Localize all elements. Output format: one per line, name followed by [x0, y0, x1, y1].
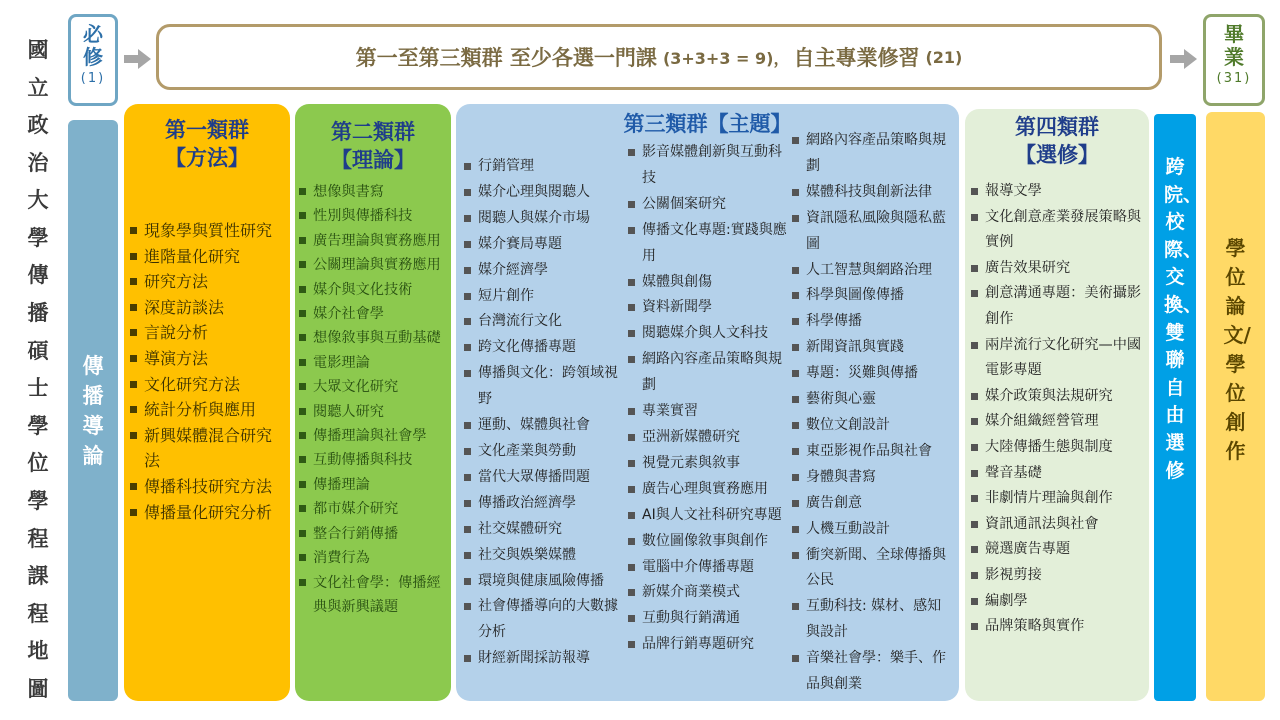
course-item: 媒介經濟學: [462, 258, 626, 284]
course-item: 環境與健康風險傳播: [462, 569, 626, 595]
course-item: 資料新聞學: [626, 295, 790, 321]
title-char: 位: [27, 451, 49, 476]
course-item: 研究方法: [128, 269, 282, 295]
course-item: 消費行為: [297, 546, 447, 570]
course-item: 性別與傳播科技: [297, 204, 447, 228]
course-item: 整合行銷傳播: [297, 522, 447, 546]
course-item: 電腦中介傳播專題: [626, 555, 790, 581]
course-item: 媒介心理與閱聽人: [462, 180, 626, 206]
course-item: 藝術與心靈: [790, 387, 954, 413]
course-item: 文化創意產業發展策略與實例: [969, 205, 1145, 256]
course-item: 報導文學: [969, 179, 1145, 205]
course-item: 數位圖像敘事與創作: [626, 529, 790, 555]
course-item: 媒介與文化技術: [297, 278, 447, 302]
arrow-right-icon: [124, 48, 152, 70]
thesis-column: [1206, 112, 1265, 701]
graduation-box: [1203, 14, 1265, 106]
group2-title-line2: 【理論】: [331, 148, 415, 172]
course-item: 傳播與文化：跨領域視野: [462, 361, 626, 413]
course-item: 台灣流行文化: [462, 309, 626, 335]
requirement-banner: [156, 24, 1162, 90]
course-item: 文化研究方法: [128, 372, 282, 398]
group1-title-line2: 【方法】: [165, 146, 249, 170]
group2-course-list: [295, 180, 451, 619]
group4-course-list: [965, 179, 1149, 640]
required-label: 必修: [83, 22, 103, 69]
course-item: 人工智慧與網路治理: [790, 258, 954, 284]
course-item: 編劇學: [969, 589, 1145, 615]
group3-topics: [456, 104, 959, 701]
course-item: 當代大眾傳播問題: [462, 465, 626, 491]
course-item: 品牌行銷專題研究: [626, 632, 790, 658]
course-item: 媒介組織經營管理: [969, 409, 1145, 435]
course-item: 互動科技: 媒材、感知與設計: [790, 594, 954, 646]
title-char: 立: [27, 75, 49, 100]
course-item: 網路內容產品策略與規劃: [790, 128, 954, 180]
title-char: 治: [27, 150, 49, 175]
course-item: 深度訪談法: [128, 295, 282, 321]
title-char: 程: [27, 601, 49, 626]
course-item: 媒介賽局專題: [462, 232, 626, 258]
course-item: 社會傳播導向的大數據分析: [462, 594, 626, 646]
course-item: 新興媒體混合研究法: [128, 423, 282, 474]
course-item: 影音媒體創新與互動科技: [626, 140, 790, 192]
course-item: 傳播科技研究方法: [128, 474, 282, 500]
course-item: 傳播量化研究分析: [128, 500, 282, 526]
title-char: 地: [27, 639, 49, 664]
course-item: 廣告心理與實務應用: [626, 477, 790, 503]
group2-title: [295, 118, 451, 174]
course-item: 互動傳播與科技: [297, 448, 447, 472]
course-item: 電影理論: [297, 351, 447, 375]
course-item: 傳播理論: [297, 473, 447, 497]
course-item: 身體與書寫: [790, 465, 954, 491]
title-char: 國: [27, 38, 49, 62]
course-item: 行銷管理: [462, 154, 626, 180]
course-item: 廣告理論與實務應用: [297, 229, 447, 253]
intro-course: 傳播導論: [82, 353, 104, 468]
graduation-credits: (31): [1216, 71, 1252, 86]
course-item: 資訊通訊法與社會: [969, 512, 1145, 538]
thesis-label: 學位論文/學位創作: [1223, 236, 1251, 463]
group1-course-list: [124, 218, 290, 525]
group2-theory: [295, 104, 451, 701]
course-item: 媒介社會學: [297, 302, 447, 326]
course-item: 廣告效果研究: [969, 256, 1145, 282]
intro-course-column: [68, 120, 118, 701]
course-item: 都市媒介研究: [297, 497, 447, 521]
banner-credits: (21): [925, 47, 963, 67]
title-char: 碩: [27, 338, 49, 363]
course-item: 短片創作: [462, 284, 626, 310]
title-char: 學: [27, 488, 49, 513]
course-item: 東亞影視作品與社會: [790, 439, 954, 465]
banner-main: 第一至第三類群 至少各選一門課: [355, 46, 657, 70]
course-item: 運動、媒體與社會: [462, 413, 626, 439]
course-item: 新媒介商業模式: [626, 580, 790, 606]
course-item: 財經新聞採訪報導: [462, 646, 626, 672]
course-item: 衝突新聞、全球傳播與公民: [790, 543, 954, 595]
title-char: 程: [27, 526, 49, 551]
course-item: 公關個案研究: [626, 192, 790, 218]
course-item: 媒介政策與法規研究: [969, 384, 1145, 410]
title-char: 學: [27, 413, 49, 438]
course-item: 聲音基礎: [969, 461, 1145, 487]
required-credits: (1): [80, 71, 106, 86]
group3-course-list-col3: [790, 128, 954, 698]
course-item: 現象學與質性研究: [128, 218, 282, 244]
course-item: 互動與行銷溝通: [626, 606, 790, 632]
title-char: 圖: [27, 676, 49, 701]
title-char: 大: [27, 188, 49, 213]
course-item: 導演方法: [128, 346, 282, 372]
course-item: 媒體與創傷: [626, 270, 790, 296]
course-item: 競選廣告專題: [969, 537, 1145, 563]
cross-school-column: [1154, 114, 1203, 701]
group4-title-line1: 第四類群: [1015, 115, 1099, 139]
course-item: 大陸傳播生態與制度: [969, 435, 1145, 461]
course-item: 想像與書寫: [297, 180, 447, 204]
banner-formula: (3+3+3 = 9)，: [662, 48, 790, 68]
course-item: 閱聽人研究: [297, 400, 447, 424]
arrow-right-icon: [1170, 48, 1198, 70]
course-item: 影視剪接: [969, 563, 1145, 589]
course-item: AI與人文社科研究專題: [626, 503, 790, 529]
course-item: 傳播政治經濟學: [462, 491, 626, 517]
course-item: 廣告創意: [790, 491, 954, 517]
title-char: 士: [27, 376, 49, 401]
course-item: 兩岸流行文化研究—中國電影專題: [969, 333, 1145, 384]
course-item: 音樂社會學：樂手、作品與創業: [790, 646, 954, 698]
course-item: 資訊隱私風險與隱私藍圖: [790, 206, 954, 258]
course-item: 數位文創設計: [790, 413, 954, 439]
title-char: 學: [27, 225, 49, 250]
group2-title-line1: 第二類群: [331, 120, 415, 144]
title-char: 課: [27, 564, 49, 589]
course-item: 社交媒體研究: [462, 517, 626, 543]
course-item: 社交與娛樂媒體: [462, 543, 626, 569]
course-item: 傳播理論與社會學: [297, 424, 447, 448]
course-item: 大眾文化研究: [297, 375, 447, 399]
group3-course-list-col1: [462, 154, 626, 672]
graduation-label: 畢業: [1224, 22, 1244, 69]
course-item: 專題：災難與傳播: [790, 361, 954, 387]
cross-school-label: 跨院、校際、交換、雙聯 自由選修: [1164, 156, 1203, 482]
course-item: 品牌策略與實作: [969, 614, 1145, 640]
title-char: 傳: [27, 263, 49, 288]
course-item: 人機互動設計: [790, 517, 954, 543]
title-char: 播: [27, 301, 49, 326]
course-item: 非劇情片理論與創作: [969, 486, 1145, 512]
course-item: 視覺元素與敘事: [626, 451, 790, 477]
course-item: 網路內容產品策略與規劃: [626, 347, 790, 399]
course-item: 科學與圖像傳播: [790, 283, 954, 309]
course-item: 文化社會學：傳播經典與新興議題: [297, 571, 447, 620]
vertical-title: [24, 40, 52, 700]
group3-title: 第三類群【主題】: [623, 112, 792, 136]
course-item: 專業實習: [626, 399, 790, 425]
course-item: 傳播文化專題:實踐與應用: [626, 218, 790, 270]
course-item: 想像敘事與互動基礎: [297, 326, 447, 350]
course-item: 公關理論與實務應用: [297, 253, 447, 277]
course-item: 言說分析: [128, 320, 282, 346]
required-box: [68, 14, 118, 106]
course-item: 新聞資訊與實踐: [790, 335, 954, 361]
group4-electives: [965, 109, 1149, 701]
course-item: 進階量化研究: [128, 244, 282, 270]
group1-methods: [124, 104, 290, 701]
title-char: 政: [27, 113, 49, 138]
group4-title-line2: 【選修】: [1015, 143, 1099, 167]
course-item: 科學傳播: [790, 309, 954, 335]
course-item: 跨文化傳播專題: [462, 335, 626, 361]
course-item: 創意溝通專題：美術攝影創作: [969, 281, 1145, 332]
group4-title: [965, 113, 1149, 169]
group1-title: [124, 116, 290, 172]
group3-course-list-col2: [626, 140, 790, 658]
banner-main2: 自主專業修習: [793, 46, 920, 70]
course-item: 閱聽媒介與人文科技: [626, 321, 790, 347]
course-item: 閱聽人與媒介市場: [462, 206, 626, 232]
course-item: 媒體科技與創新法律: [790, 180, 954, 206]
group1-title-line1: 第一類群: [165, 118, 249, 142]
course-item: 亞洲新媒體研究: [626, 425, 790, 451]
course-item: 文化產業與勞動: [462, 439, 626, 465]
course-item: 統計分析與應用: [128, 397, 282, 423]
